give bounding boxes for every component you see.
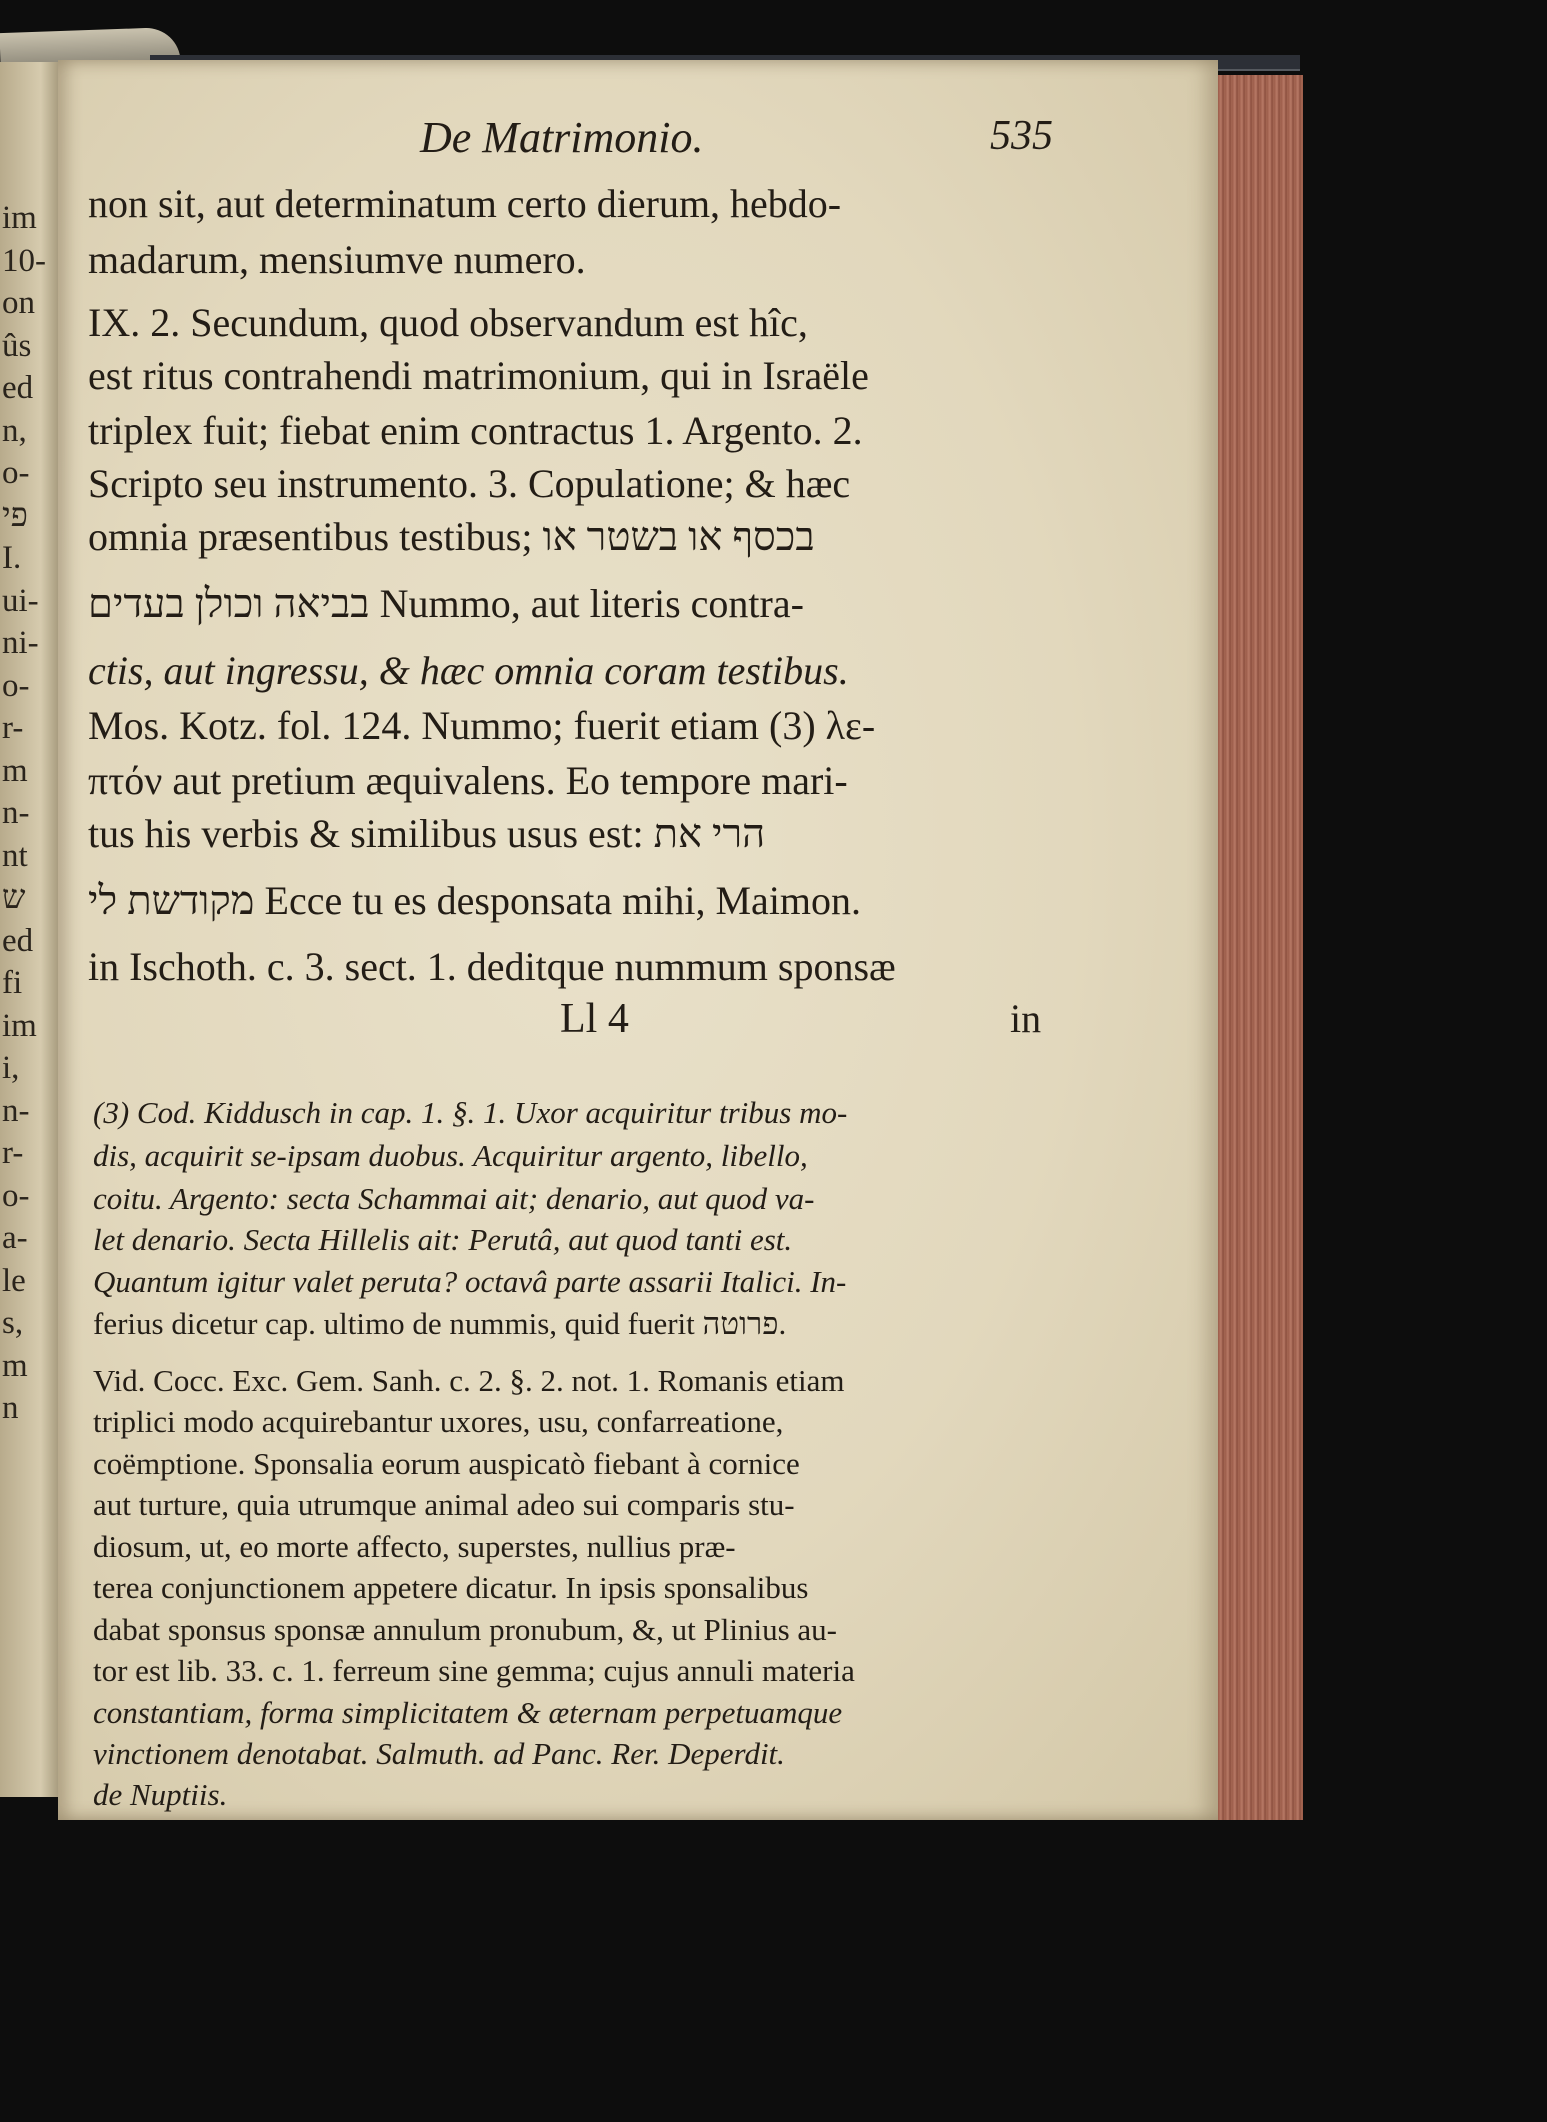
footnote-line: ferius dicetur cap. ultimo de nummis, quid fuerit פרוטה.	[93, 1306, 787, 1341]
left-page-fragment: ui-	[2, 582, 39, 619]
signature-mark: Ll 4	[560, 996, 629, 1042]
left-page-fragment: fi	[2, 965, 23, 1001]
left-page-fragment: ed	[2, 370, 34, 406]
left-page-fragment: o-	[2, 455, 30, 491]
left-page-fragment: im	[2, 200, 37, 236]
footnote-line: let denario. Secta Hillelis ait: Perutâ, aut quod tanti est.	[93, 1222, 793, 1257]
left-page-fragment: o-	[2, 1177, 30, 1214]
left-page-fragment: פי	[2, 497, 28, 534]
left-page-fragment: n-	[2, 1092, 30, 1129]
running-title: De Matrimonio.	[420, 113, 704, 162]
body-line: בביאה וכולן בעדים Nummo, aut literis contra-	[88, 581, 804, 626]
left-page-fragment: i,	[2, 1050, 20, 1086]
body-line: omnia præsentibus testibus; בכסף או בשטר או	[88, 514, 815, 559]
body-line: Mos. Kotz. fol. 124. Nummo; fuerit etiam (3) λε-	[88, 703, 876, 748]
left-page-fragment: ni-	[2, 625, 39, 661]
body-line: tus his verbis & similibus usus est: הרי את	[88, 811, 766, 856]
body-line: IX. 2. Secundum, quod observandum est hîc,	[88, 300, 808, 345]
left-page-fragment: m	[2, 752, 28, 789]
left-page-fragment: nt	[2, 837, 28, 874]
left-page-fragment: on	[2, 285, 35, 321]
page-number: 535	[990, 113, 1053, 159]
left-page-fragment: n	[2, 1390, 19, 1426]
left-page-fragment: 10-	[2, 242, 46, 279]
left-page-fragment: a-	[2, 1220, 28, 1256]
body-line: in Ischoth. c. 3. sect. 1. deditque nummum sponsæ	[88, 944, 896, 989]
footnote-line: coëmptione. Sponsalia eorum auspicatò fiebant à cornice	[93, 1446, 800, 1481]
body-line: πτόν aut pretium æquivalens. Eo tempore mari-	[88, 758, 848, 803]
footnote-line: terea conjunctionem appetere dicatur. In ipsis sponsalibus	[93, 1570, 809, 1605]
footnote-line: triplici modo acquirebantur uxores, usu, confarreatione,	[93, 1404, 784, 1439]
page-fore-edge	[1218, 75, 1303, 1820]
left-page-fragment: n,	[2, 412, 27, 449]
left-page-fragment: m	[2, 1347, 28, 1384]
left-page-fragment: o-	[2, 667, 30, 704]
body-line: מקודשת לי Ecce tu es desponsata mihi, Maimon.	[88, 878, 862, 923]
footnote-line: diosum, ut, eo morte affecto, superstes, nullius præ-	[93, 1529, 736, 1564]
left-page-fragment: ש	[2, 880, 26, 916]
left-page-fragment: ed	[2, 922, 34, 959]
left-page-edge	[0, 62, 58, 1797]
body-line: madarum, mensiumve numero.	[88, 237, 586, 282]
body-line: triplex fuit; fiebat enim contractus 1. Argento. 2.	[88, 408, 863, 453]
footnote-line: constantiam, forma simplicitatem & æternam perpetuamque	[93, 1695, 843, 1730]
left-page-fragment: s,	[2, 1305, 24, 1341]
body-line: ctis, aut ingressu, & hæc omnia coram testibus.	[88, 648, 849, 693]
left-page-fragment: le	[2, 1262, 26, 1299]
footnote-line: (3) Cod. Kiddusch in cap. 1. §. 1. Uxor acquiritur tribus mo-	[93, 1095, 848, 1130]
left-page-fragment: r-	[2, 1135, 24, 1171]
left-page-fragment: ûs	[2, 327, 32, 364]
footnote-line: Vid. Cocc. Exc. Gem. Sanh. c. 2. §. 2. not. 1. Romanis etiam	[93, 1363, 845, 1398]
footnote-line: aut turture, quia utrumque animal adeo sui comparis stu-	[93, 1487, 795, 1522]
footnote-line: Quantum igitur valet peruta? octavâ parte assarii Italici. In-	[93, 1264, 847, 1299]
body-line: non sit, aut determinatum certo dierum, hebdo-	[88, 181, 842, 226]
left-page-fragment: r-	[2, 710, 24, 746]
footnote-line: coitu. Argento: secta Schammai ait; denario, aut quod va-	[93, 1181, 815, 1216]
catchword: in	[1010, 996, 1042, 1041]
left-page-fragment: I.	[2, 540, 22, 576]
footnote-line: de Nuptiis.	[93, 1777, 228, 1812]
footnote-line: vinctionem denotabat. Salmuth. ad Panc. Rer. Deperdit.	[93, 1736, 785, 1771]
left-page-fragment: im	[2, 1007, 37, 1044]
footnote-line: tor est lib. 33. c. 1. ferreum sine gemma; cujus annuli materia	[93, 1653, 855, 1688]
footnote-line: dis, acquirit se-ipsam duobus. Acquiritur argento, libello,	[93, 1138, 808, 1173]
body-line: Scripto seu instrumento. 3. Copulatione; & hæc	[88, 461, 851, 506]
footnote-line: dabat sponsus sponsæ annulum pronubum, &, ut Plinius au-	[93, 1612, 837, 1647]
body-line: est ritus contrahendi matrimonium, qui in Israële	[88, 353, 869, 398]
left-page-fragment: n-	[2, 795, 30, 831]
